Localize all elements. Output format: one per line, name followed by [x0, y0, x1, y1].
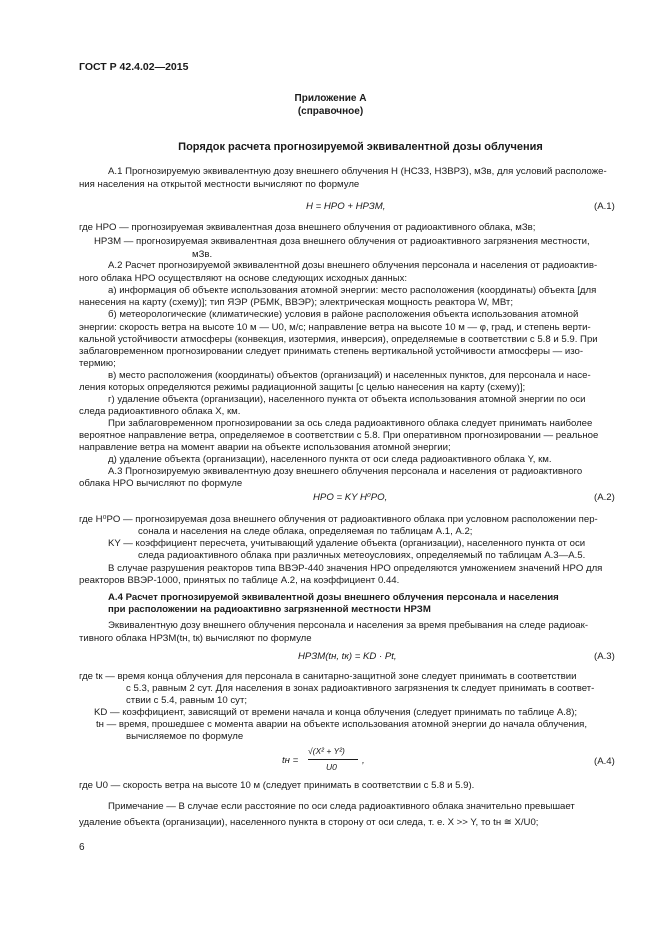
paragraph-line: ления которых определяются режимы радиационной защиты [с целью нанесения на карту (схему)];	[79, 382, 526, 393]
equation-number: (А.3)	[594, 651, 615, 662]
paragraph-line: А.2 Расчет прогнозируемой эквивалентной дозы внешнего облучения персонала и населения от радиоактив-	[108, 260, 598, 271]
note-line: удаление объекта (организации), населенного пункта в сторону от оси следа, т. е. X >> Y, то tн ≅ X/U0;	[79, 817, 539, 828]
paragraph-line: следа радиоактивного облака при различных метеоусловиях, определяемый по таблицам А.3—А.5.	[138, 550, 586, 561]
paragraph-line: мЗв.	[192, 249, 213, 260]
paragraph-line: энергии: скорость ветра на высоте 10 м — U0, м/с; направление ветра на высоте 10 м — φ, град, и степень верти-	[79, 322, 591, 333]
paragraph-line: KY — коэффициент пересчета, учитывающий удаление объекта (организации), населенного пункта от оси	[108, 538, 586, 549]
paragraph-line: направление ветра на момент аварии на объекте использования атомной энергии;	[79, 442, 451, 453]
paragraph-line: А.3 Прогнозируемую эквивалентную дозу внешнего облучения персонала и населения от радиоактивного	[108, 466, 583, 477]
formula-a1: H = HPO + HPЗМ,	[306, 201, 386, 212]
formula-a4-left: tн =	[282, 755, 299, 766]
section-heading: А.4 Расчет прогнозируемой эквивалентной дозы внешнего облучения персонала и населения	[108, 592, 559, 603]
paragraph-line: в) место расположения (координаты) объектов (организаций) и населенных пунктов, для персонала и насе-	[108, 370, 591, 381]
document-title: Порядок расчета прогнозируемой эквивалентной дозы облучения	[178, 141, 543, 153]
paragraph-line: вероятное направление ветра, определяемое в соответствии с 5.8. При оперативном прогнозировании — реальное	[79, 430, 599, 441]
note-line: Примечание — В случае если расстояние по оси следа радиоактивного облака значительно превышает	[108, 801, 575, 812]
paragraph-line: ного облака HPO осуществляют на основе следующих исходных данных:	[79, 273, 408, 284]
paragraph-line: Эквивалентную дозу внешнего облучения персонала и населения за время пребывания на следе радиоак-	[108, 620, 589, 631]
paragraph-line: реакторов ВВЭР-1000, принятых по таблице А.2, на коэффициент 0.44.	[79, 575, 400, 586]
page-number: 6	[79, 842, 85, 853]
equation-number: (А.1)	[594, 201, 615, 212]
paragraph-line: с 5.3, равным 2 сут. Для населения в зонах радиоактивного загрязнения tк следует принимать в соответ-	[126, 683, 595, 694]
paragraph-line: В случае разрушения реакторов типа ВВЭР-440 значения HPO определяются умножением значений HPO для	[108, 563, 603, 574]
paragraph-line: следа радиоактивного облака X, км.	[79, 406, 241, 417]
paragraph-line: б) метеорологические (климатические) условия в районе расположения объекта использования атомной	[108, 309, 579, 320]
paragraph-line: сонала и населения на следе облака, определяемая по таблицам А.1, А.2;	[138, 526, 473, 537]
section-heading: при расположении на радиоактивно загрязненной местности HРЗМ	[108, 604, 431, 615]
paragraph-line: кальной устойчивости атмосферы (конвекция, изотермия, инверсия), определяемые в соответствии с 5.8 и 5.9. При	[79, 334, 598, 345]
equation-number: (А.4)	[594, 756, 615, 767]
paragraph-line: тивного облака HРЗМ(tн, tк) вычисляют по формуле	[79, 633, 312, 644]
formula-a4-denominator: U0	[326, 762, 337, 772]
equation-number: (А.2)	[594, 492, 615, 503]
paragraph-line: А.1 Прогнозируемую эквивалентную дозу внешнего облучения H (HСЗЗ, HЗВРЗ), мЗв, для условий расположе-	[108, 166, 607, 177]
paragraph-line: где U0 — скорость ветра на высоте 10 м (следует принимать в соответствии с 5.8 и 5.9).	[79, 780, 475, 791]
paragraph-line: нанесения на карту (схему)]; тип ЯЭР (РБМК, ВВЭР); электрическая мощность реактора W, МВт;	[79, 297, 513, 308]
paragraph-line: где tк — время конца облучения для персонала в санитарно-защитной зоне следует принимать в соответствии	[79, 671, 577, 682]
document-header: ГОСТ Р 42.4.02—2015	[79, 61, 189, 73]
paragraph-line: При заблаговременном прогнозировании за ось следа радиоактивного облака следует принимать наиболее	[108, 418, 593, 429]
paragraph-line: термию;	[79, 358, 116, 369]
paragraph-line: ствии с 5.4, равным 10 сут;	[126, 695, 248, 706]
paragraph-line: где H⁰PO — прогнозируемая доза внешнего облучения от радиоактивного облака при условном расположении пер-	[79, 514, 598, 525]
appendix-title: Приложение А	[294, 93, 367, 104]
paragraph-line: HPЗМ — прогнозируемая эквивалентная доза внешнего облучения от радиоактивного загрязнения местности,	[94, 236, 590, 247]
appendix-subtitle: (справочное)	[297, 106, 364, 117]
paragraph-line: д) удаление объекта (организации), населенного пункта от оси следа радиоактивного облака Y, км.	[108, 454, 552, 465]
formula-a4-comma: ,	[362, 755, 365, 766]
paragraph-line: вычисляемое по формуле	[126, 731, 244, 742]
formula-a3: HPЗМ(tн, tк) = KD · Pt,	[298, 651, 397, 662]
paragraph-line: KD — коэффициент, зависящий от времени начала и конца облучения (следует принимать по таблице А.8);	[94, 707, 578, 718]
paragraph-line: а) информация об объекте использования атомной энергии: место расположения (координаты) объекта [для	[108, 285, 597, 296]
paragraph-line: облака HPO вычисляют по формуле	[79, 478, 243, 489]
paragraph-line: ния населения на открытой местности вычисляют по формуле	[79, 179, 360, 190]
formula-a2: HPO = KY H⁰PO,	[313, 492, 388, 503]
formula-a4-numerator: √(X² + Y²)	[308, 746, 345, 756]
paragraph-line: где HPO — прогнозируемая эквивалентная доза внешнего облучения от радиоактивного облака, мЗв;	[79, 222, 536, 233]
paragraph-line: г) удаление объекта (организации), населенного пункта от объекта использования атомной энергии по оси	[108, 394, 586, 405]
paragraph-line: tн — время, прошедшее с момента аварии на объекте использования атомной энергии до начала облучения,	[96, 719, 588, 730]
paragraph-line: заблаговременном прогнозировании следует принимать степень вертикальной устойчивости атмосферы — изо-	[79, 346, 584, 357]
fraction-bar	[308, 759, 358, 760]
